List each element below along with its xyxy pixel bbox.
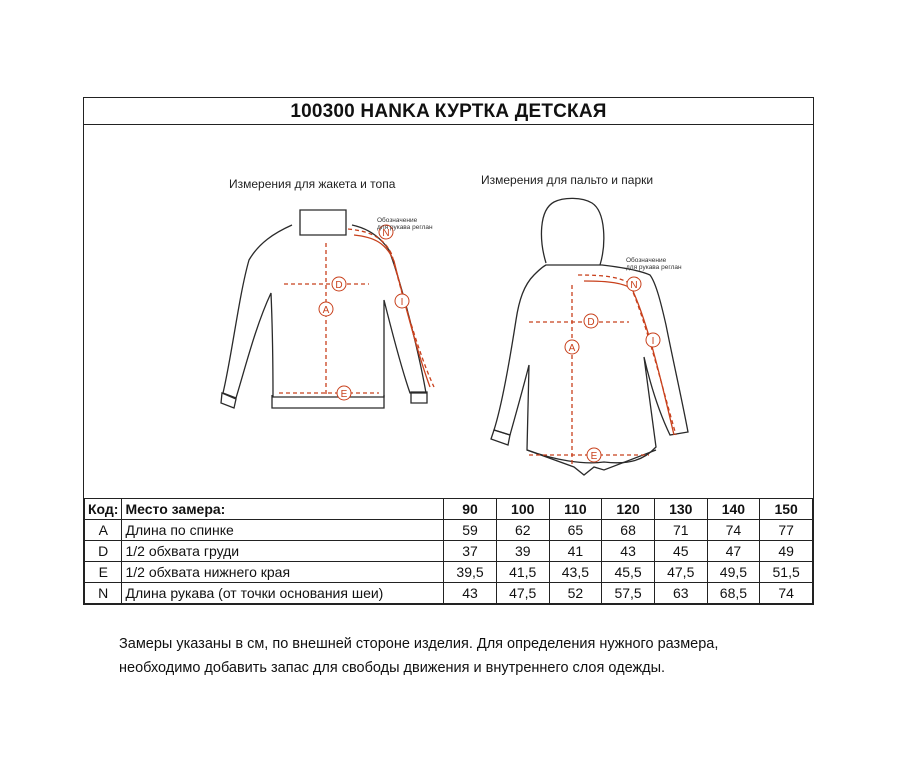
row-value: 68 <box>602 520 655 541</box>
row-value: 43 <box>444 583 497 604</box>
size-chart-frame <box>83 97 814 605</box>
table-row <box>85 562 813 583</box>
row-value: 74 <box>760 583 813 604</box>
row-code: A <box>85 520 122 541</box>
mark-n-coat: N <box>630 280 638 291</box>
row-value: 71 <box>654 520 707 541</box>
measurement-diagram <box>84 125 813 498</box>
row-value: 45,5 <box>602 562 655 583</box>
page-title: 100300 HANKA КУРТКА ДЕТСКАЯ <box>84 98 813 125</box>
row-value: 43,5 <box>549 562 602 583</box>
size-header: 90 <box>444 499 497 520</box>
row-place: Длина по спинке <box>122 520 444 541</box>
mark-a-jacket: A <box>322 305 330 316</box>
row-place: 1/2 обхвата груди <box>122 541 444 562</box>
row-value: 68,5 <box>707 583 760 604</box>
raglan-note-coat-2: для рукава реглан <box>626 264 682 271</box>
row-value: 74 <box>707 520 760 541</box>
table-row <box>85 583 813 604</box>
row-value: 57,5 <box>602 583 655 604</box>
size-header: 120 <box>602 499 655 520</box>
code-header: Код: <box>85 499 122 520</box>
mark-d-jacket: D <box>335 280 343 291</box>
row-value: 39 <box>496 541 549 562</box>
size-header: 130 <box>654 499 707 520</box>
jacket-measure-lines <box>279 229 434 395</box>
row-place: Длина рукава (от точки основания шеи) <box>122 583 444 604</box>
table-row <box>85 541 813 562</box>
table-header-row <box>85 499 813 520</box>
row-value: 59 <box>444 520 497 541</box>
mark-i-coat: I <box>651 336 655 347</box>
jacket-caption: Измерения для жакета и топа <box>229 177 396 191</box>
row-value: 49 <box>760 541 813 562</box>
size-header: 150 <box>760 499 813 520</box>
mark-e-jacket: E <box>340 389 348 400</box>
mark-d-coat: D <box>587 317 595 328</box>
row-value: 41,5 <box>496 562 549 583</box>
mark-e-coat: E <box>590 451 598 462</box>
size-header: 100 <box>496 499 549 520</box>
row-value: 47 <box>707 541 760 562</box>
row-value: 47,5 <box>654 562 707 583</box>
row-place: 1/2 обхвата нижнего края <box>122 562 444 583</box>
raglan-note-jacket-1: Обозначение <box>377 217 418 224</box>
mark-n-jacket: N <box>382 228 390 239</box>
raglan-note-jacket-2: для рукава реглан <box>377 224 433 231</box>
size-header: 110 <box>549 499 602 520</box>
row-value: 45 <box>654 541 707 562</box>
row-value: 43 <box>602 541 655 562</box>
row-value: 37 <box>444 541 497 562</box>
row-code: E <box>85 562 122 583</box>
row-code: N <box>85 583 122 604</box>
row-value: 52 <box>549 583 602 604</box>
mark-a-coat: A <box>568 343 576 354</box>
row-value: 63 <box>654 583 707 604</box>
raglan-note-coat-1: Обозначение <box>626 257 667 264</box>
row-value: 47,5 <box>496 583 549 604</box>
row-value: 41 <box>549 541 602 562</box>
garment-diagrams <box>84 125 813 498</box>
jacket-marks <box>319 225 409 400</box>
row-value: 49,5 <box>707 562 760 583</box>
note-line: необходимо добавить запас для свободы движения и внутреннего слоя одежды. <box>119 660 666 676</box>
row-value: 62 <box>496 520 549 541</box>
table-row <box>85 520 813 541</box>
row-value: 51,5 <box>760 562 813 583</box>
size-table <box>84 498 813 604</box>
row-value: 39,5 <box>444 562 497 583</box>
mark-i-jacket: I <box>400 297 404 308</box>
row-value: 65 <box>549 520 602 541</box>
row-value: 77 <box>760 520 813 541</box>
place-header: Место замера: <box>122 499 444 520</box>
note-line: Замеры указаны в см, по внешней стороне изделия. Для определения нужного размера, <box>119 636 719 652</box>
size-header: 140 <box>707 499 760 520</box>
coat-caption: Измерения для пальто и парки <box>481 173 654 187</box>
row-code: D <box>85 541 122 562</box>
measurement-note <box>119 632 799 680</box>
